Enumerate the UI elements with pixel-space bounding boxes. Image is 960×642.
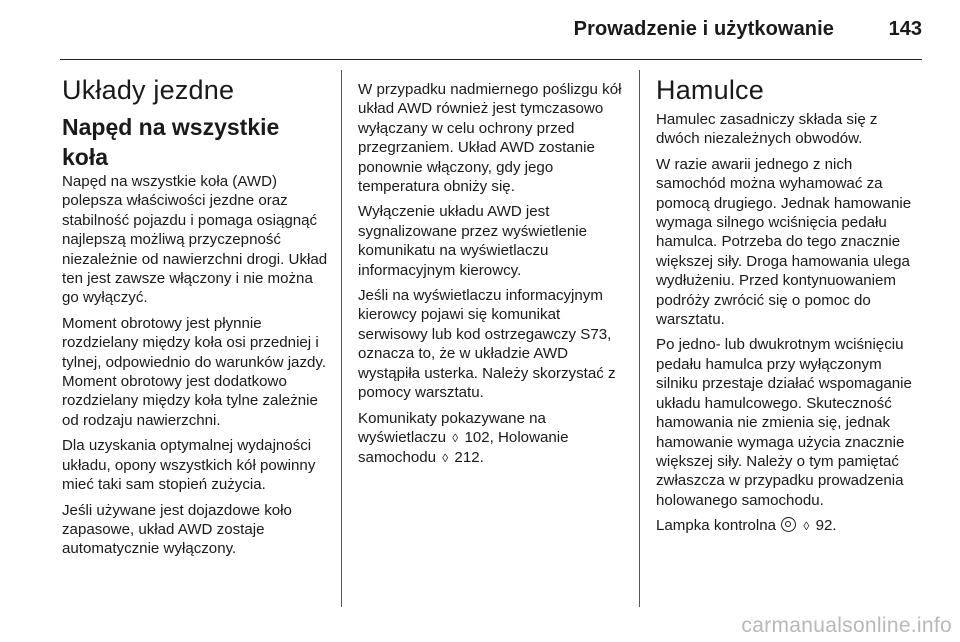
text: 92. <box>811 517 837 535</box>
section-title-brakes: Hamulce <box>656 75 764 105</box>
paragraph: W przypadku nadmiernego poślizgu kół układ AWD również jest tymczasowo wyłączany w celu ochrony przed przegrzaniem. Układ AWD zostanie ponownie włączony, gdy jego temperatura obniży się. <box>358 81 622 196</box>
paragraph: Dla uzyskania optymalnej wydajności układu, opony wszystkich kół powinny mieć taki sam stopień zużycia. <box>62 437 316 494</box>
paragraph: Jeśli używane jest dojazdowe koło zapasowe, układ AWD zostaje automatycznie wyłączony. <box>62 501 292 558</box>
column-brakes <box>656 70 922 543</box>
paragraph: Jeśli na wyświetlaczu informacyjnym kierowcy pojawi się komunikat serwisowy lub kod ostrzegawczy S73, oznacza to, że w układzie AWD wystąpiła usterka. Należy skorzystać z pomocy warsztatu. <box>358 287 616 402</box>
paragraph: Moment obrotowy jest płynnie rozdzielany między koła osi przedniej i tylnej, odpowiednio do warunków jazdy. Moment obrotowy jest dodatkowo rozdzielany między koła tylne zależnie od rodzaju nawierzchni. <box>62 314 327 429</box>
column-divider <box>341 70 342 607</box>
column-awd <box>62 70 328 565</box>
page-number: 143 <box>888 18 922 40</box>
subsection-title-awd: Napęd na wszystkie koła <box>62 114 280 170</box>
column-divider <box>639 70 640 607</box>
text: 212. <box>450 449 484 467</box>
paragraph: W razie awarii jednego z nich samochód można wyhamować za pomocą drugiego. Jednak hamowanie wymaga silnego wciśnięcia pedału hamulca. Potrzeba do tego znacznie większej siły. Droga hamowania ulega wydłużeniu. Przed kontynuowaniem podróży zwrócić się o pomoc do warsztatu. <box>656 155 912 329</box>
paragraph: Wyłączenie układu AWD jest sygnalizowane przez wyświetlenie komunikatu na wyświetlaczu informacyjnym kierowcy. <box>358 203 588 279</box>
reference-arrow-icon[interactable]: ◊ <box>452 430 459 445</box>
reference-arrow-icon[interactable]: ◊ <box>442 451 449 466</box>
text: Lampka kontrolna <box>656 517 781 535</box>
paragraph-with-references <box>358 409 624 469</box>
watermark: carmanualsonline.info <box>741 614 952 637</box>
text: 102, Holowanie samochodu <box>358 428 569 467</box>
column-awd-continued <box>358 80 624 475</box>
text: Komunikaty pokazywane na wyświetlaczu <box>358 409 546 446</box>
paragraph: Hamulec zasadniczy składa się z dwóch niezależnych obwodów. <box>656 111 878 148</box>
reference-arrow-icon[interactable]: ◊ <box>803 519 810 534</box>
header-rule <box>60 59 922 60</box>
paragraph: Po jedno- lub dwukrotnym wciśnięciu pedału hamulca przy wyłączonym silniku przestaje działać wspomaganie układu hamulcowego. Skuteczność hamowania nie zmienia się, jednak hamowanie wymaga użycia znacznie większej siły. Należy o tym pamiętać zwłaszcza w przypadku prowadzenia holowanego samochodu. <box>656 336 912 509</box>
section-title-driving-systems: Układy jezdne <box>62 75 235 105</box>
paragraph-with-references <box>656 516 922 536</box>
page-header <box>60 14 922 48</box>
brake-warning-lamp-icon <box>781 517 796 532</box>
paragraph: Napęd na wszystkie koła (AWD) polepsza właściwości jezdne oraz stabilność pojazdu i pomaga osiągnąć najlepszą możliwą przyczepność niezależnie od nawierzchni drogi. Układ ten jest zawsze włączony i nie można go wyłączyć. <box>62 173 328 307</box>
header-title: Prowadzenie i użytkowanie <box>573 18 834 40</box>
